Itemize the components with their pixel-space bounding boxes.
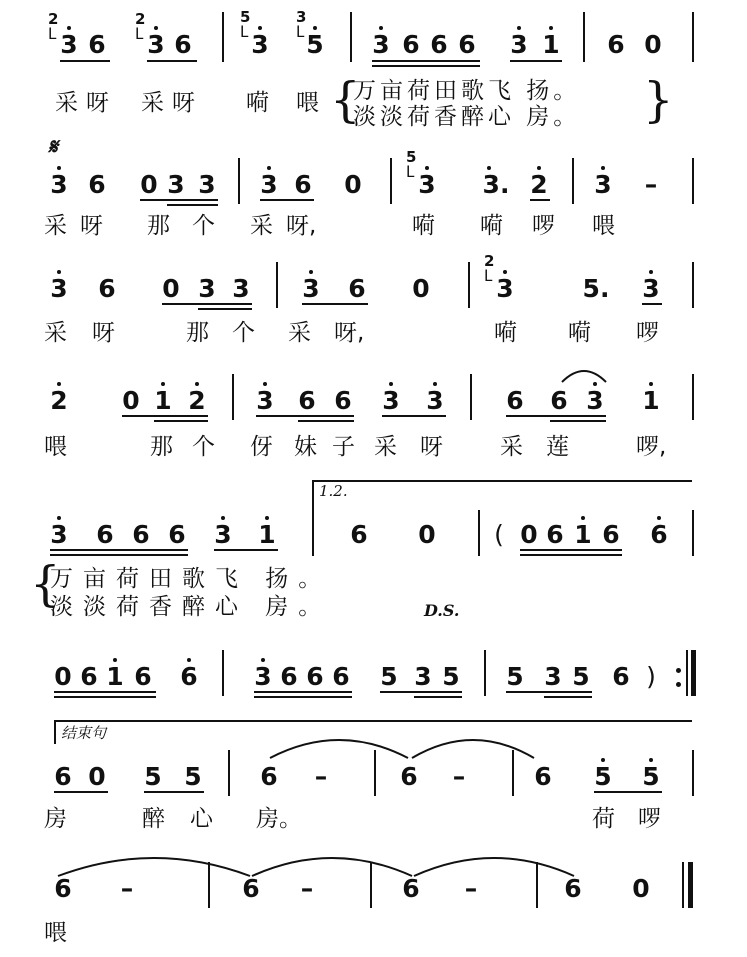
note: 3 — [494, 276, 516, 302]
lyric: 嗬 — [494, 320, 517, 346]
note: 3 — [48, 522, 70, 548]
barline — [276, 262, 278, 308]
segno-icon: 𝄋 — [48, 134, 58, 160]
note: 5 — [640, 764, 662, 790]
underline — [520, 549, 622, 551]
grace-note: 2 — [135, 10, 146, 28]
note: 6 — [400, 762, 418, 791]
note: 0 — [632, 874, 650, 903]
note: 1 — [572, 522, 594, 548]
note: 6 — [534, 762, 552, 791]
note: 3 — [414, 662, 432, 691]
note: 5 — [442, 662, 460, 691]
note: 6 — [88, 30, 106, 59]
lyric: 莲 — [546, 434, 569, 460]
note: 6 — [430, 30, 448, 59]
paren-close: ) — [646, 662, 656, 691]
lyric: 呀, — [286, 213, 317, 239]
barline — [512, 750, 514, 796]
lyric: 呀, — [334, 320, 365, 346]
note: 6 — [98, 274, 116, 303]
note: 6 — [607, 30, 625, 59]
underline — [254, 696, 352, 698]
lyric: 妹 — [294, 434, 317, 460]
paren-open: ( — [494, 520, 504, 549]
note: 3 — [640, 276, 662, 302]
underline — [550, 420, 606, 422]
brace: { — [30, 556, 61, 612]
note: 3 — [416, 172, 438, 198]
lyric: 个 — [192, 213, 215, 239]
note: 3 — [254, 388, 276, 414]
grace-hook: ᒪ — [135, 25, 144, 43]
note: 2 — [48, 388, 70, 414]
note: 5 — [304, 32, 326, 58]
brace: { — [330, 72, 361, 128]
lyric: 呀 — [172, 90, 195, 116]
barline — [208, 862, 210, 908]
note: 6 — [168, 520, 186, 549]
note: – — [300, 874, 314, 903]
lyric: 嗬 — [480, 213, 503, 239]
barline — [390, 158, 392, 204]
lyric-verse-1: 万亩荷田歌飞 扬。 — [353, 78, 581, 104]
underline — [54, 791, 108, 793]
note: 6 — [174, 30, 192, 59]
note: 3 — [198, 170, 216, 199]
underline — [414, 696, 462, 698]
barline — [470, 374, 472, 420]
underline — [506, 415, 606, 417]
note: 6 — [242, 874, 260, 903]
note: – — [644, 170, 658, 199]
grace-note: 3 — [296, 8, 307, 26]
note: 6 — [402, 30, 420, 59]
slur — [56, 848, 252, 878]
note: 3 — [212, 522, 234, 548]
underline — [254, 691, 352, 693]
underline — [60, 60, 110, 62]
note: – — [452, 762, 466, 791]
note: 0 — [644, 30, 662, 59]
note: 6 — [96, 520, 114, 549]
note: 3. — [478, 172, 514, 198]
grace-hook: ᒪ — [48, 25, 57, 43]
barline — [692, 750, 694, 796]
underline — [167, 204, 218, 206]
lyric: 房。 — [256, 806, 302, 832]
note: 6 — [54, 762, 72, 791]
note: 6 — [402, 874, 420, 903]
lyric: 采 — [500, 434, 523, 460]
lyric: 采 — [374, 434, 397, 460]
note: 6 — [54, 874, 72, 903]
note: 3 — [508, 32, 530, 58]
lyric: 喂 — [44, 920, 67, 946]
note: 0 — [162, 274, 180, 303]
note: 5. — [582, 274, 610, 303]
grace-note: 2 — [48, 10, 59, 28]
underline — [260, 199, 314, 201]
barline — [222, 650, 224, 696]
underline — [50, 549, 188, 551]
lyric: 呀 — [80, 213, 103, 239]
slur — [410, 730, 536, 760]
repeat-dots — [676, 682, 681, 687]
lyric: 采 — [141, 90, 164, 116]
ds-marking: D.S. — [424, 601, 460, 620]
note: 0 — [412, 274, 430, 303]
grace-hook: ᒪ — [240, 23, 249, 41]
barline — [692, 262, 694, 308]
barline — [350, 12, 352, 62]
lyric: 那 — [150, 434, 173, 460]
note: 1 — [540, 32, 562, 58]
lyric: 喂 — [296, 90, 319, 116]
note: 0 — [54, 662, 72, 691]
underline — [506, 691, 592, 693]
underline — [54, 696, 156, 698]
note: 6 — [550, 386, 568, 415]
note: 6 — [132, 520, 150, 549]
note: 3 — [584, 388, 606, 414]
slur — [250, 848, 414, 878]
underline — [382, 415, 446, 417]
barline — [478, 510, 480, 556]
note: 5 — [592, 764, 614, 790]
lyric: 喂 — [592, 213, 615, 239]
lyric: 呀 — [92, 320, 115, 346]
underline — [380, 691, 462, 693]
note: 0 — [88, 762, 106, 791]
note: 6 — [648, 522, 670, 548]
underline — [54, 691, 156, 693]
note: 6 — [294, 170, 312, 199]
lyric-verse-2: 淡淡荷香醉心 房。 — [353, 104, 581, 130]
note: 6 — [506, 386, 524, 415]
final-barline — [688, 862, 693, 908]
grace-hook: ᒪ — [484, 267, 493, 285]
lyric: 采 — [288, 320, 311, 346]
lyric: 房 — [44, 806, 67, 832]
lyric: 采 — [44, 213, 67, 239]
slur — [412, 848, 576, 878]
underline — [122, 415, 208, 417]
note: – — [464, 874, 478, 903]
barline — [222, 12, 224, 62]
grace-note: 2 — [484, 252, 495, 270]
note: 3 — [48, 276, 70, 302]
note: 6 — [602, 520, 620, 549]
underline — [594, 791, 662, 793]
lyric: 荷 — [592, 806, 615, 832]
lyric: 喂 — [44, 434, 67, 460]
lyric: 那 — [186, 320, 209, 346]
barline — [232, 374, 234, 420]
note: 6 — [298, 386, 316, 415]
note: 5 — [572, 662, 590, 691]
note: 6 — [280, 662, 298, 691]
note: 6 — [350, 520, 368, 549]
lyric: 心 — [190, 806, 213, 832]
note: 3 — [544, 662, 562, 691]
underline — [162, 303, 252, 305]
lyric: 那 — [147, 213, 170, 239]
note: 1 — [640, 388, 662, 414]
lyric: 啰 — [532, 213, 555, 239]
note: 3 — [380, 388, 402, 414]
lyric: 个 — [192, 434, 215, 460]
barline — [312, 510, 314, 556]
note: 1 — [152, 388, 174, 414]
lyric: 子 — [332, 434, 355, 460]
lyric: 伢 — [250, 434, 273, 460]
note: 0 — [140, 170, 158, 199]
note: 3 — [300, 276, 322, 302]
note: 3 — [232, 274, 250, 303]
underline — [530, 199, 550, 201]
note: 3 — [370, 32, 392, 58]
section-bracket: 结束句 — [54, 720, 692, 744]
barline — [692, 374, 694, 420]
slur — [268, 730, 410, 760]
barline — [484, 650, 486, 696]
repeat-dots — [676, 668, 681, 673]
barline — [583, 12, 585, 62]
note: 2 — [528, 172, 550, 198]
underline — [372, 60, 480, 62]
underline — [50, 554, 188, 556]
barline — [536, 862, 538, 908]
lyric: 采 — [44, 320, 67, 346]
underline — [140, 199, 218, 201]
note: 0 — [520, 520, 538, 549]
note: 6 — [348, 274, 366, 303]
barline — [238, 158, 240, 204]
underline — [214, 549, 278, 551]
underline — [147, 60, 197, 62]
note: 3 — [252, 664, 274, 690]
lyric: 嗬 — [246, 90, 269, 116]
underline — [544, 696, 592, 698]
note: 3 — [48, 172, 70, 198]
note: 3 — [592, 172, 614, 198]
underline — [144, 791, 204, 793]
note: 6 — [332, 662, 350, 691]
note: 6 — [260, 762, 278, 791]
underline — [510, 60, 562, 62]
grace-hook: ᒪ — [296, 23, 305, 41]
barline — [682, 862, 684, 908]
lyric: 啰 — [638, 806, 661, 832]
note: 3 — [249, 32, 271, 58]
note: 0 — [418, 520, 436, 549]
note: – — [120, 874, 134, 903]
underline — [302, 303, 368, 305]
note: 3 — [198, 274, 216, 303]
slur — [560, 364, 608, 384]
note: 6 — [178, 664, 200, 690]
barline — [686, 650, 688, 696]
note: – — [314, 762, 328, 791]
note: 3 — [167, 170, 185, 199]
underline — [642, 303, 662, 305]
lyric-verse-2: 淡淡荷香醉心 房。 — [50, 594, 332, 620]
underline — [298, 420, 354, 422]
note: 0 — [344, 170, 362, 199]
note: 5 — [144, 762, 162, 791]
note: 0 — [122, 386, 140, 415]
note: 6 — [134, 662, 152, 691]
note: 6 — [458, 30, 476, 59]
barline — [692, 158, 694, 204]
underline — [256, 415, 354, 417]
barline — [692, 510, 694, 556]
note: 6 — [612, 662, 630, 691]
note: 3 — [145, 32, 167, 58]
note: 6 — [546, 520, 564, 549]
note: 5 — [380, 662, 398, 691]
note: 6 — [564, 874, 582, 903]
underline — [198, 308, 252, 310]
note: 1 — [256, 522, 278, 548]
lyric: 醉 — [142, 806, 165, 832]
brace: } — [643, 72, 674, 128]
lyric: 啰, — [636, 434, 667, 460]
note: 3 — [424, 388, 446, 414]
underline — [154, 420, 208, 422]
note: 6 — [306, 662, 324, 691]
barline — [468, 262, 470, 308]
barline — [228, 750, 230, 796]
note: 6 — [88, 170, 106, 199]
note: 5 — [506, 662, 524, 691]
lyric: 啰 — [636, 320, 659, 346]
underline — [520, 554, 622, 556]
note: 3 — [258, 172, 280, 198]
volta-bracket: 1.2. — [312, 480, 692, 510]
lyric-verse-1: 万亩荷田歌飞 扬。 — [50, 566, 332, 592]
note: 2 — [186, 388, 208, 414]
note: 1 — [104, 664, 126, 690]
lyric: 个 — [232, 320, 255, 346]
note: 6 — [334, 386, 352, 415]
grace-note: 5 — [406, 148, 417, 166]
lyric: 呀 — [86, 90, 109, 116]
lyric: 呀 — [420, 434, 443, 460]
barline — [692, 12, 694, 62]
final-barline — [691, 650, 696, 696]
note: 6 — [80, 662, 98, 691]
barline — [370, 862, 372, 908]
lyric: 嗬 — [568, 320, 591, 346]
lyric: 采 — [250, 213, 273, 239]
lyric: 采 — [55, 90, 78, 116]
barline — [572, 158, 574, 204]
barline — [374, 750, 376, 796]
grace-hook: ᒪ — [406, 163, 415, 181]
note: 5 — [184, 762, 202, 791]
grace-note: 5 — [240, 8, 251, 26]
note: 3 — [58, 32, 80, 58]
lyric: 嗬 — [412, 213, 435, 239]
underline — [372, 65, 480, 67]
